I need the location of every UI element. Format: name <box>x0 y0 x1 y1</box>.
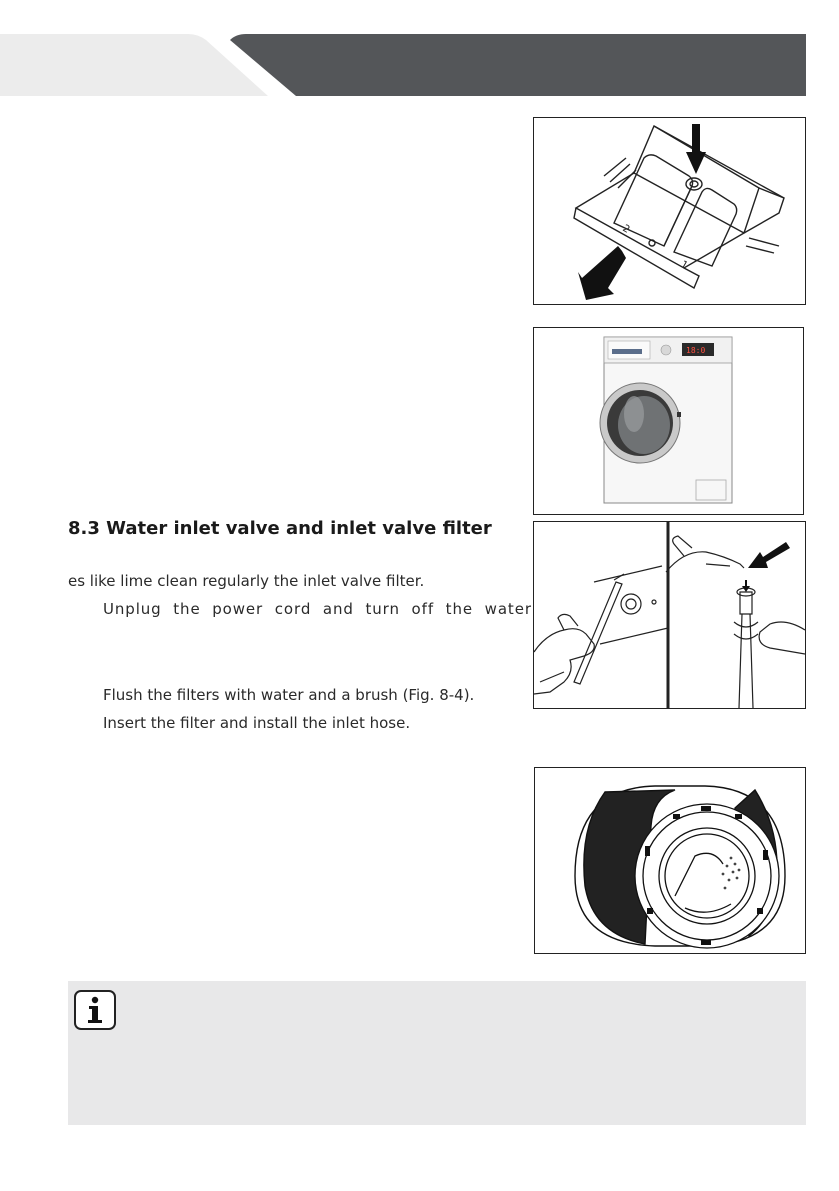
body-text-line-3: Flush the filters with water and a brush (Fig. 8-4). <box>103 686 475 704</box>
down-arrow-icon <box>742 580 750 592</box>
body-text-line-1: es like lime clean regularly the inlet valve filter. <box>68 572 425 590</box>
washer-display-text: 18:0 <box>686 346 706 355</box>
press-arrow-icon <box>686 124 706 174</box>
dispenser-digit-2: 2 <box>620 223 632 236</box>
header-bar <box>0 0 839 110</box>
figure-dispenser <box>533 117 806 305</box>
figure-drum <box>534 767 806 954</box>
body-text-line-2: Unplug the power cord and turn off the water <box>103 600 532 618</box>
dispenser-digit-1: 1 <box>678 259 690 272</box>
pull-arrow-icon <box>578 246 626 300</box>
figure-inlet-filter <box>533 521 806 709</box>
header-tab-dark <box>230 34 806 96</box>
diagonal-arrow-icon <box>748 542 790 568</box>
info-icon <box>74 990 116 1030</box>
figure-washer <box>533 327 804 515</box>
section-heading: 8.3 Water inlet valve and inlet valve filter <box>68 518 492 539</box>
body-text-line-4: Insert the filter and install the inlet hose. <box>103 714 411 732</box>
header-tab-light <box>0 34 268 96</box>
info-note-panel <box>68 981 806 1125</box>
